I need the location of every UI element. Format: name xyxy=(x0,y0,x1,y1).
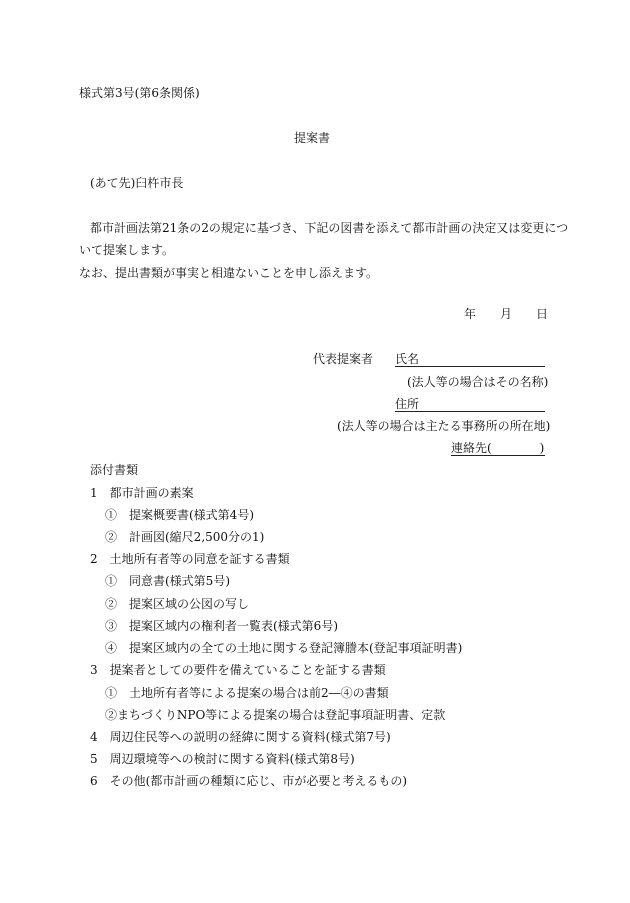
attachment-item: 5 周辺環境等への検討に関する資料(様式第8号) xyxy=(90,752,355,766)
name-field[interactable] xyxy=(395,352,545,367)
name-label: 氏名 xyxy=(395,352,420,366)
attachment-item: 4 周辺住民等への説明の経緯に関する資料(様式第7号) xyxy=(90,730,391,744)
attachment-item: 3 提案者としての要件を備えていることを証する書類 xyxy=(90,663,386,677)
contact-field[interactable]: 連絡先( ) xyxy=(451,441,545,455)
attachment-item: 2 土地所有者等の同意を証する書類 xyxy=(90,552,290,566)
body-line-1: 都市計画法第21条の2の規定に基づき、下記の図書を添えて都市計画の決定又は変更につ xyxy=(90,221,569,235)
date-year: 年 xyxy=(464,307,477,321)
attachment-item: 6 その他(都市計画の種類に応じ、市が必要と考えるもの) xyxy=(90,774,408,788)
name-note: (法人等の場合はその名称) xyxy=(407,375,549,389)
attachment-subitem: ① 同意書(様式第5号) xyxy=(105,574,230,588)
attachment-subitem: ② 提案区域の公図の写し xyxy=(105,597,250,611)
address-field[interactable] xyxy=(395,397,545,412)
addressee: (あて先)臼杵市長 xyxy=(90,176,184,190)
date-day: 日 xyxy=(536,307,549,321)
attachment-item: 1 都市計画の素案 xyxy=(90,486,194,500)
proposer-label: 代表提案者 xyxy=(313,352,374,366)
attachment-subitem: ① 土地所有者等による提案の場合は前2―④の書類 xyxy=(105,686,389,700)
form-number: 様式第3号(第6条関係) xyxy=(79,86,200,100)
attachment-subitem: ②まちづくりNPO等による提案の場合は登記事項証明書、定款 xyxy=(105,708,446,722)
attachment-subitem: ② 計画図(縮尺2,500分の1) xyxy=(105,530,265,544)
attachment-subitem: ③ 提案区域内の権利者一覧表(様式第6号) xyxy=(105,619,338,633)
attachment-subitem: ① 提案概要書(様式第4号) xyxy=(105,508,254,522)
body-line-2: いて提案します。 xyxy=(79,243,175,257)
body-line-3: なお、提出書類が事実と相違ないことを申し添えます。 xyxy=(79,266,379,280)
document-title: 提案書 xyxy=(294,131,331,145)
date-month: 月 xyxy=(500,307,513,321)
address-label: 住所 xyxy=(395,397,420,411)
attachments-heading: 添付書類 xyxy=(90,463,139,477)
address-note: (法人等の場合は主たる事務所の所在地) xyxy=(337,419,551,433)
attachment-subitem: ④ 提案区域内の全ての土地に関する登記簿謄本(登記事項証明書) xyxy=(105,641,463,655)
